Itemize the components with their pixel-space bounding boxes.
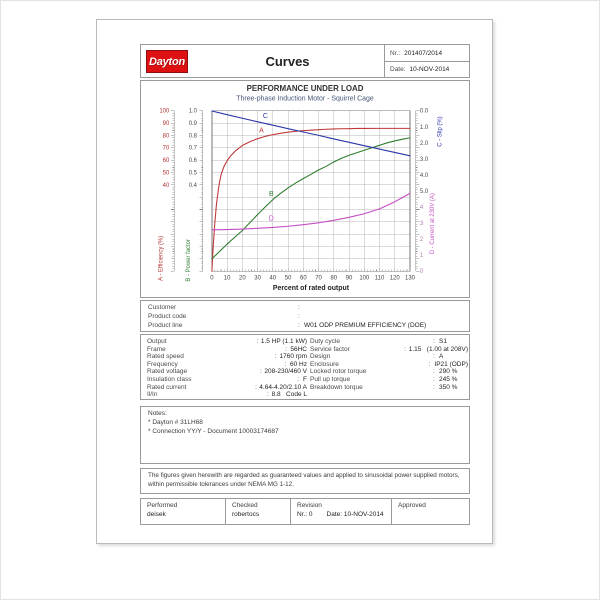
dayton-logo: Dayton	[146, 50, 188, 73]
spec-colon: :	[433, 383, 435, 391]
spec-label: Frame	[147, 345, 166, 353]
tick-x: 0	[210, 275, 214, 282]
footer-cell-values	[297, 510, 391, 520]
product-row-colon: :	[298, 322, 300, 330]
specs-right-column	[310, 338, 468, 391]
performance-chart	[140, 80, 470, 298]
axis-label-current: D - Current at 230V (A)	[429, 193, 436, 255]
tick-efficiency: 70	[162, 145, 170, 152]
curve-label-B: B	[268, 190, 274, 198]
tick-slip: 4.0	[419, 172, 429, 179]
spec-row	[147, 368, 307, 376]
footer-cell-label: Revision	[297, 502, 322, 509]
notes-title: Notes:	[148, 410, 167, 417]
tick-efficiency: 80	[162, 133, 170, 140]
product-row	[141, 303, 469, 312]
plot-border	[212, 111, 410, 272]
spec-value: S1	[439, 338, 447, 345]
tick-power_factor: 0.8	[188, 133, 197, 140]
spec-colon: :	[297, 375, 300, 383]
footer-cell-performed	[141, 499, 225, 524]
tick-x: 110	[374, 275, 385, 282]
spec-colon: :	[284, 360, 287, 368]
curve-D	[212, 190, 410, 229]
product-row-label: Product line	[148, 322, 183, 330]
tick-x: 30	[254, 275, 261, 282]
spec-value: 350 %	[439, 383, 458, 391]
tick-current: 2	[419, 237, 424, 244]
tick-x: 60	[300, 275, 307, 282]
tick-efficiency: 50	[162, 170, 170, 177]
footer-cell-value: deisek	[147, 511, 166, 518]
tick-x: 40	[269, 275, 277, 282]
axis-label-slip: C - Slip (%)	[437, 116, 444, 147]
spec-value: A	[439, 353, 444, 361]
tick-x: 120	[389, 275, 400, 282]
spec-label: Frequency	[147, 360, 178, 368]
tick-slip: 0.0	[419, 108, 429, 115]
spec-value: 1760 rpm	[279, 353, 307, 361]
curve-label-D: D	[268, 215, 274, 223]
spec-colon: :	[404, 345, 406, 353]
footer-cell-label: Approved	[398, 502, 426, 509]
spec-label: Design	[310, 353, 331, 361]
spec-value: 60 Hz	[290, 360, 307, 368]
chart-curves	[212, 111, 410, 271]
spec-row	[310, 353, 468, 361]
spec-row	[147, 391, 307, 399]
tick-power_factor: 0.5	[188, 170, 197, 177]
spec-value: F	[303, 375, 307, 383]
spec-row	[147, 346, 307, 354]
spec-colon: :	[260, 368, 262, 376]
tick-x: 80	[330, 275, 338, 282]
curve-C	[212, 111, 410, 156]
spec-colon: :	[433, 338, 435, 345]
date-label: Date:	[390, 66, 406, 73]
axis-label-efficiency: A - Efficiency (%)	[158, 235, 165, 281]
footer-cell-value: robertocs	[232, 511, 260, 518]
disclaimer: The figures given herewith are regarded as guaranteed values and applied to sinusoidal power supplied motors, within permissible tolerances under NEMA MG 1-12.	[140, 468, 470, 494]
footer-cell-value: Nr.: 0	[297, 511, 313, 518]
spec-row	[310, 338, 468, 346]
spec-row	[310, 346, 468, 354]
spec-value: IP21 (ODP)	[434, 360, 468, 368]
spec-colon: :	[255, 383, 257, 391]
nr-label: Nr.:	[390, 49, 401, 57]
tick-power_factor: 0.6	[188, 158, 197, 165]
tick-power_factor: 0.7	[188, 145, 197, 152]
tick-efficiency: 90	[162, 121, 170, 128]
footer-cell-approved	[391, 499, 471, 524]
specs-left-column	[147, 338, 307, 399]
footer-cell-values	[147, 510, 225, 520]
spec-value: 290 %	[439, 368, 458, 376]
product-row-label: Product code	[148, 313, 187, 321]
tick-power_factor: 0.4	[188, 182, 197, 189]
footer-cell-values	[232, 510, 290, 520]
spec-colon: :	[433, 375, 435, 383]
tick-slip: 5.0	[419, 188, 429, 195]
spec-row	[310, 376, 468, 384]
product-row	[141, 321, 469, 330]
footer-cell-revision	[290, 499, 391, 524]
document-title: Curves	[265, 53, 310, 69]
date-value: 10-NOV-2014	[409, 66, 450, 73]
footer-table	[140, 498, 470, 525]
spec-label: Insulation class	[147, 375, 192, 383]
spec-row	[147, 361, 307, 369]
spec-label: Il/In	[147, 391, 158, 399]
product-info-table	[140, 300, 470, 332]
header-meta	[384, 45, 469, 77]
product-row	[141, 312, 469, 321]
tick-current: 0	[419, 269, 424, 276]
nr-field	[385, 45, 469, 61]
spec-label: Locked rotor torque	[310, 368, 367, 376]
curve-label-C: C	[262, 113, 268, 121]
product-row-colon: :	[298, 313, 300, 321]
spec-value: 1.5 HP (1.1 kW)	[260, 338, 307, 345]
spec-row	[310, 361, 468, 369]
spec-colon: :	[256, 338, 259, 345]
tick-x: 20	[239, 275, 246, 282]
document-page	[96, 19, 493, 544]
tick-x: 130	[405, 275, 415, 282]
spec-colon: :	[433, 353, 435, 361]
product-row-value: W01 ODP PREMIUM EFFICIENCY (DOE)	[304, 322, 427, 330]
tick-efficiency: 60	[162, 158, 170, 165]
spec-value: 1.15 (1.00 at 208V)	[408, 345, 468, 353]
tick-x: 70	[315, 275, 322, 282]
chart-subtitle: Three-phase Induction Motor - Squirrel Cage	[236, 95, 374, 103]
product-row-label: Customer	[148, 304, 177, 311]
note-line: * Dayton # 31LH68	[148, 418, 203, 426]
axis-label-power_factor: B - Power factor	[186, 239, 193, 282]
footer-cell-label: Performed	[147, 502, 178, 509]
tick-slip: 2.0	[419, 140, 429, 147]
spec-label: Pull up torque	[310, 375, 351, 383]
chart-title: PERFORMANCE UNDER LOAD	[246, 83, 364, 93]
tick-x: 50	[284, 275, 292, 282]
footer-cell-label: Checked	[232, 502, 258, 509]
spec-value: 245 %	[439, 375, 458, 383]
tick-current: 3	[419, 221, 424, 228]
tick-efficiency: 100	[159, 108, 170, 115]
spec-value: 8.8 Code L	[271, 391, 307, 399]
tick-x: 10	[223, 275, 231, 282]
spec-colon: :	[285, 345, 287, 353]
chart-grid	[212, 111, 410, 272]
specs-table	[140, 334, 470, 400]
spec-row	[147, 353, 307, 361]
curve-label-A: A	[259, 127, 264, 135]
spec-value: 4.64-4.20/2.10 A	[259, 383, 307, 391]
spec-row	[147, 384, 307, 392]
tick-x: 90	[345, 275, 353, 282]
spec-value: 208-230/460 V	[264, 368, 307, 376]
tick-power_factor: 0.9	[188, 121, 197, 128]
curve-B	[212, 138, 410, 259]
axis-rulers	[171, 108, 419, 272]
header-box	[140, 44, 470, 78]
spec-label: Output	[147, 338, 167, 345]
notes-section	[140, 406, 470, 464]
tick-x: 100	[359, 275, 370, 282]
spec-row	[147, 338, 307, 346]
tick-current: 4	[419, 205, 424, 212]
tick-current: 1	[419, 253, 424, 260]
spec-value: 56HC	[290, 345, 307, 353]
date-field	[385, 61, 469, 77]
product-row-colon: :	[298, 304, 300, 311]
footer-cell-value: Date: 10-NOV-2014	[326, 511, 384, 518]
spec-colon: :	[274, 353, 277, 361]
tick-power_factor: 1.0	[188, 108, 197, 115]
spec-label: Enclosure	[310, 360, 339, 368]
spec-label: Duty cycle	[310, 338, 340, 345]
spec-label: Rated voltage	[147, 368, 188, 376]
nr-value: 201407/2014	[404, 49, 443, 57]
tick-efficiency: 40	[162, 182, 170, 189]
tick-slip: 1.0	[419, 124, 429, 131]
spec-colon: :	[266, 391, 269, 399]
spec-colon: :	[433, 368, 435, 376]
tick-slip: 3.0	[419, 156, 429, 163]
spec-row	[147, 376, 307, 384]
spec-colon: :	[428, 360, 431, 368]
spec-label: Service factor	[310, 345, 350, 353]
chart-xlabel: Percent of rated output	[272, 285, 350, 293]
spec-label: Breakdown torque	[310, 383, 363, 391]
note-line: * Connection YY/Y - Document 10003174687	[148, 427, 279, 435]
footer-cell-checked	[225, 499, 290, 524]
spec-row	[310, 368, 468, 376]
spec-label: Rated speed	[147, 353, 184, 361]
spec-row	[310, 384, 468, 392]
spec-label: Rated current	[147, 383, 187, 391]
